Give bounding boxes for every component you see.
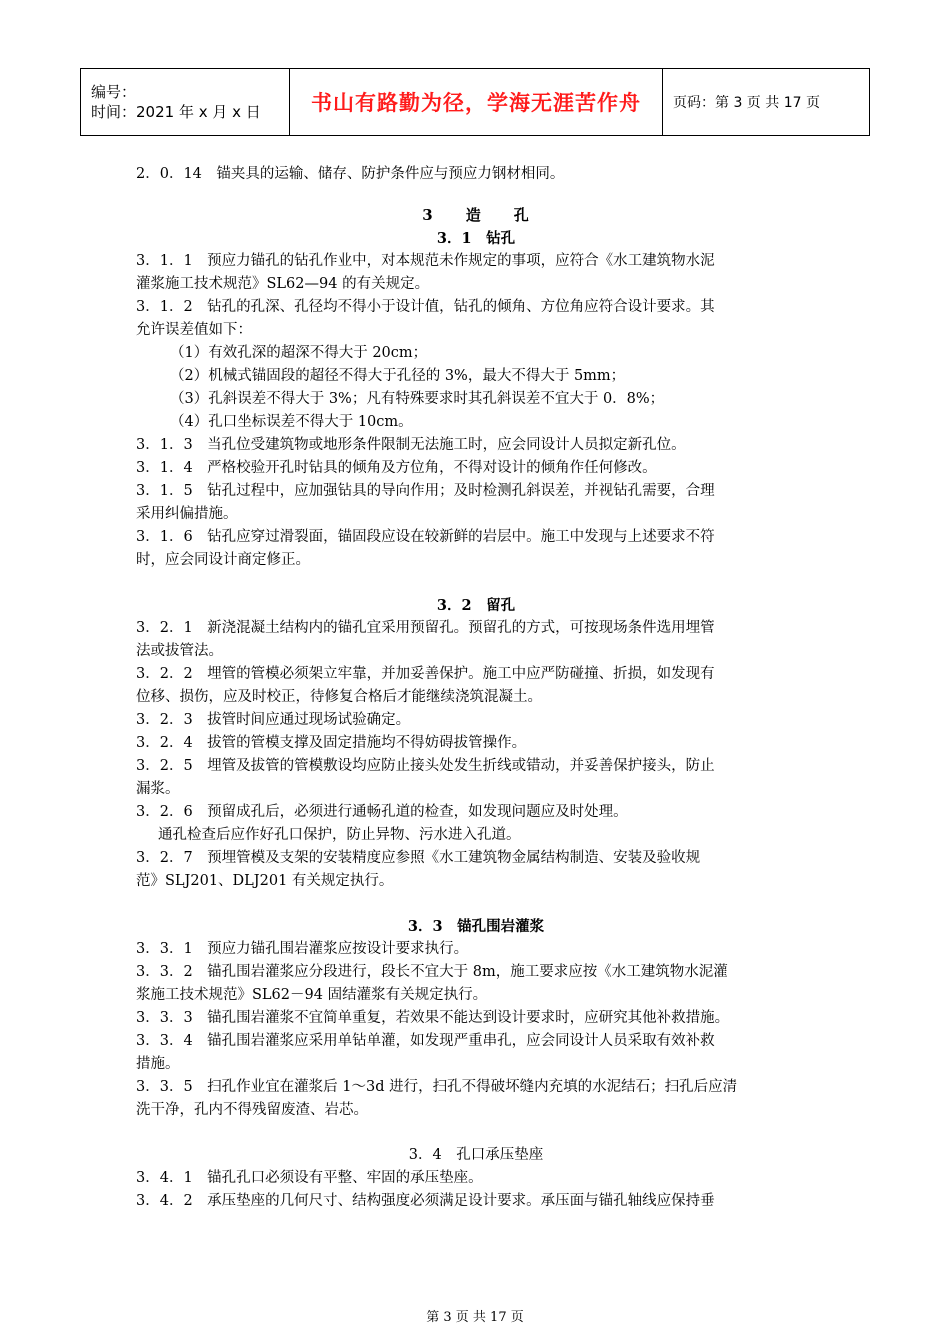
clause-3-2-5-line1: 3．2．5 埋管及拔管的管模敷设均应防止接头处发生折线或错动，并妥善保护接头，防止 [136, 758, 715, 774]
clause-3-2-1-line2: 法或拔管法。 [136, 643, 223, 659]
list-item-4: （4）孔口坐标误差不得大于 10cm。 [170, 414, 413, 430]
clause-3-1-5-line2: 采用纠偏措施。 [136, 506, 238, 522]
clause-3-3-2-line2: 浆施工技术规范》SL62－94 固结灌浆有关规定执行。 [136, 987, 488, 1003]
clause-3-2-5-line2: 漏浆。 [136, 781, 180, 797]
clause-3-4-1: 3．4．1 锚孔孔口必须设有平整、牢固的承压垫座。 [136, 1170, 483, 1186]
header-meta-cell [81, 69, 290, 136]
clause-3-2-6: 3．2．6 预留成孔后，必须进行通畅孔道的检查，如发现问题应及时处理。 [136, 804, 628, 820]
clause-3-1-5-line1: 3．1．5 钻孔过程中，应加强钻具的导向作用；及时检测孔斜误差，并视钻孔需要，合理 [136, 483, 715, 499]
clause-3-3-5-line2: 洗干净，孔内不得残留废渣、岩芯。 [136, 1102, 368, 1118]
section-3-3-title: 3．3 锚孔围岩灌浆 [407, 918, 545, 935]
header-motto: 书山有路勤为径，学海无涯苦作舟 [290, 69, 663, 136]
clause-3-1-2-line2: 允许误差值如下： [136, 322, 252, 338]
section-3-4-title: 3．4 孔口承压垫座 [408, 1147, 544, 1163]
list-item-2: （2）机械式锚固段的超径不得大于孔径的 3%，最大不得大于 5mm； [170, 368, 626, 384]
chapter-3-title: 3 造 孔 [422, 206, 530, 224]
section-3-2-title: 3．2 留孔 [436, 597, 516, 614]
clause-3-2-2-line1: 3．2．2 埋管的管模必须架立牢靠，并加妥善保护。施工中应严防碰撞、折损，如发现有 [136, 666, 715, 682]
clause-3-3-1: 3．3．1 预应力锚孔围岩灌浆应按设计要求执行。 [136, 941, 469, 957]
document-number-label: 编号： [91, 83, 137, 101]
clause-3-1-1-line2: 灌浆施工技术规范》SL62—94 的有关规定。 [136, 276, 430, 292]
clause-3-1-3: 3．1．3 当孔位受建筑物或地形条件限制无法施工时，应会同设计人员拟定新孔位。 [136, 437, 686, 453]
clause-3-3-3: 3．3．3 锚孔围岩灌浆不宜简单重复，若效果不能达到设计要求时，应研究其他补救措施。 [136, 1010, 730, 1026]
spacer [136, 893, 816, 915]
clause-3-1-4: 3．1．4 严格校验开孔时钻具的倾角及方位角，不得对设计的倾角作任何修改。 [136, 460, 657, 476]
clause-3-2-2-line2: 位移、损伤，应及时校正，待修复合格后才能继续浇筑混凝土。 [136, 689, 542, 705]
section-3-1-title: 3．1 钻孔 [436, 230, 516, 247]
clause-3-2-3: 3．2．3 拔管时间应通过现场试验确定。 [136, 712, 411, 728]
clause-3-3-4-line2: 措施。 [136, 1056, 180, 1072]
clause-3-2-1-line1: 3．2．1 新浇混凝土结构内的锚孔宜采用预留孔。预留孔的方式，可按现场条件选用埋管 [136, 620, 715, 636]
document-body [136, 163, 816, 1213]
list-item-3: （3）孔斜误差不得大于 3%；凡有特殊要求时其孔斜误差不宜大于 0．8%； [170, 391, 665, 407]
document-date: 时间：2021 年 x 月 x 日 [91, 103, 261, 121]
spacer [136, 1122, 816, 1144]
list-item-1: （1）有效孔深的超深不得大于 20cm； [170, 345, 428, 361]
clause-3-2-7-line2: 范》SLJ201、DLJ201 有关规定执行。 [136, 873, 394, 889]
clause-3-2-7-line1: 3．2．7 预埋管模及支架的安装精度应参照《水工建筑物金属结构制造、安装及验收规 [136, 850, 701, 866]
clause-3-4-2-line1: 3．4．2 承压垫座的几何尺寸、结构强度必须满足设计要求。承压面与锚孔轴线应保持垂 [136, 1193, 715, 1209]
clause-3-1-2-line1: 3．1．2 钻孔的孔深、孔径均不得小于设计值，钻孔的倾角、方位角应符合设计要求。其 [136, 299, 715, 315]
page-footer: 第 3 页 共 17 页 [426, 1310, 524, 1325]
header-page-info: 页码：第 3 页 共 17 页 [663, 69, 870, 136]
document-header [80, 68, 870, 136]
clause-3-3-4-line1: 3．3．4 锚孔围岩灌浆应采用单钻单灌，如发现严重串孔，应会同设计人员采取有效补救 [136, 1033, 715, 1049]
clause-3-2-6-note: 通孔检查后应作好孔口保护，防止异物、污水进入孔道。 [158, 827, 521, 843]
clause-3-1-1-line1: 3．1．1 预应力锚孔的钻孔作业中，对本规范未作规定的事项，应符合《水工建筑物水泥 [136, 253, 715, 269]
spacer [136, 572, 816, 594]
clause-3-2-4: 3．2．4 拔管的管模支撑及固定措施均不得妨碍拔管操作。 [136, 735, 527, 751]
clause-3-1-6-line1: 3．1．6 钻孔应穿过滑裂面，锚固段应设在较新鲜的岩层中。施工中发现与上述要求不符 [136, 529, 715, 545]
clause-3-3-2-line1: 3．3．2 锚孔围岩灌浆应分段进行，段长不宜大于 8m，施工要求应按《水工建筑物水泥灌 [136, 964, 728, 980]
clause-2-0-14: 2．0．14 锚夹具的运输、储存、防护条件应与预应力钢材相同。 [136, 166, 565, 182]
clause-3-1-6-line2: 时，应会同设计商定修正。 [136, 552, 310, 568]
clause-3-3-5-line1: 3．3．5 扫孔作业宜在灌浆后 1～3d 进行，扫孔不得破坏缝内充填的水泥结石；扫孔后应清 [136, 1079, 738, 1095]
